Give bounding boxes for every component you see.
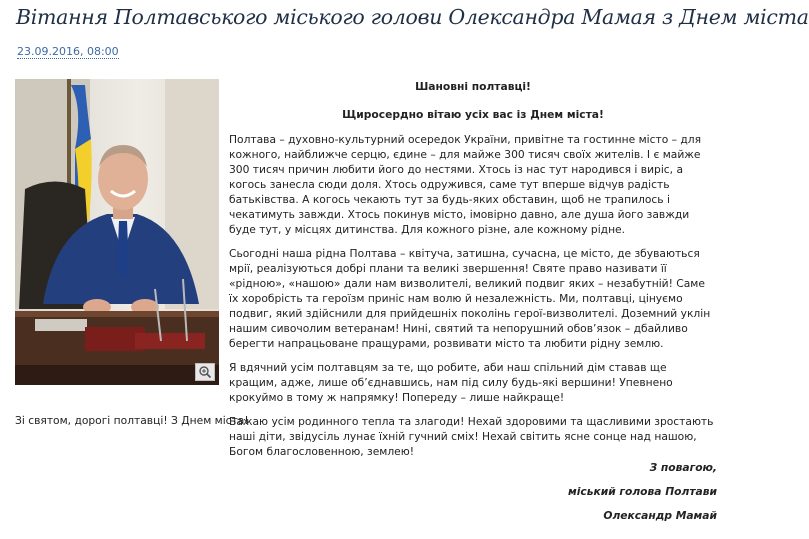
magnifier-icon: [196, 364, 214, 380]
subgreeting: Щиросердно вітаю усіх вас із Днем міста!: [342, 108, 604, 121]
paragraph: Полтава – духовно-культурний осередок України, привітне та гостинне місто – для кожного, найближче серцю, єдине – для майже 300 тисяч своїх жителів. І є майже 300 тисяч причин любити його до нестями. Хтось із нас тут народився і виріс, а когось занесла сюди доля. Хтось одружився, саме тут вперше відчув радість батьківства. А когось чекають тут за будь-яких обставин, щоб не трапилось і чекатимуть завжди. Хтось покинув місто, імовірно давно, але душа його завжди буде тут, у місцях дитинства. Для кожного різне, але кожному рідне.: [229, 133, 702, 236]
signature-position: міський голова Полтави: [567, 485, 717, 498]
signature-name: Олександр Мамай: [603, 509, 717, 522]
article-title: Вітання Полтавського міського голови Олександра Мамая з Днем міста: [16, 5, 809, 29]
article-date[interactable]: 23.09.2016, 08:00: [17, 45, 119, 58]
article-photo[interactable]: [15, 79, 219, 385]
article-body: [229, 79, 717, 468]
zoom-button[interactable]: [195, 363, 215, 381]
mayor-photo-illustration: [15, 79, 219, 385]
greeting: Шановні полтавці!: [415, 80, 531, 93]
paragraph: Я вдячний усім полтавцям за те, що робите, аби наш спільний дім ставав ще кращим, адже, лише об’єднавшись, нам під силу будь-які вершини! Упевнено крокуймо в тому ж напрямку! Попереду – лише найкраще!: [229, 361, 673, 404]
closing-line: Зі святом, дорогі полтавці! З Днем міста!: [15, 414, 249, 427]
paragraph: Сьогодні наша рідна Полтава – квітуча, затишна, сучасна, це місто, де збуваються мрії, реалізуються добрі плани та великі звершення! Святе право називати її «рідною», «нашою» дали нам визволителі, великий подвиг яких – незабутній! Саме їх хоробрість та героїзм приніс нам волю й незалежність. Ми, полтавці, цінуємо подвиг, який здійснили для прийдешніх поколінь герої-визволителі. Доземний уклін нашим сивочолим ветеранам! Нині, святий та непорушний обов’язок – дбайливо берегти напрацьоване пращурами, розвивати місто та любити рідну землю.: [229, 247, 711, 350]
signature-regards: З повагою,: [649, 461, 717, 474]
paragraph: Бажаю усім родинного тепла та злагоди! Нехай здоровими та щасливими зростають наші діти, звідусіль лунає їхній гучний сміх! Нехай світить ясне сонце над нашою, Богом благословенною, землею!: [229, 415, 714, 458]
